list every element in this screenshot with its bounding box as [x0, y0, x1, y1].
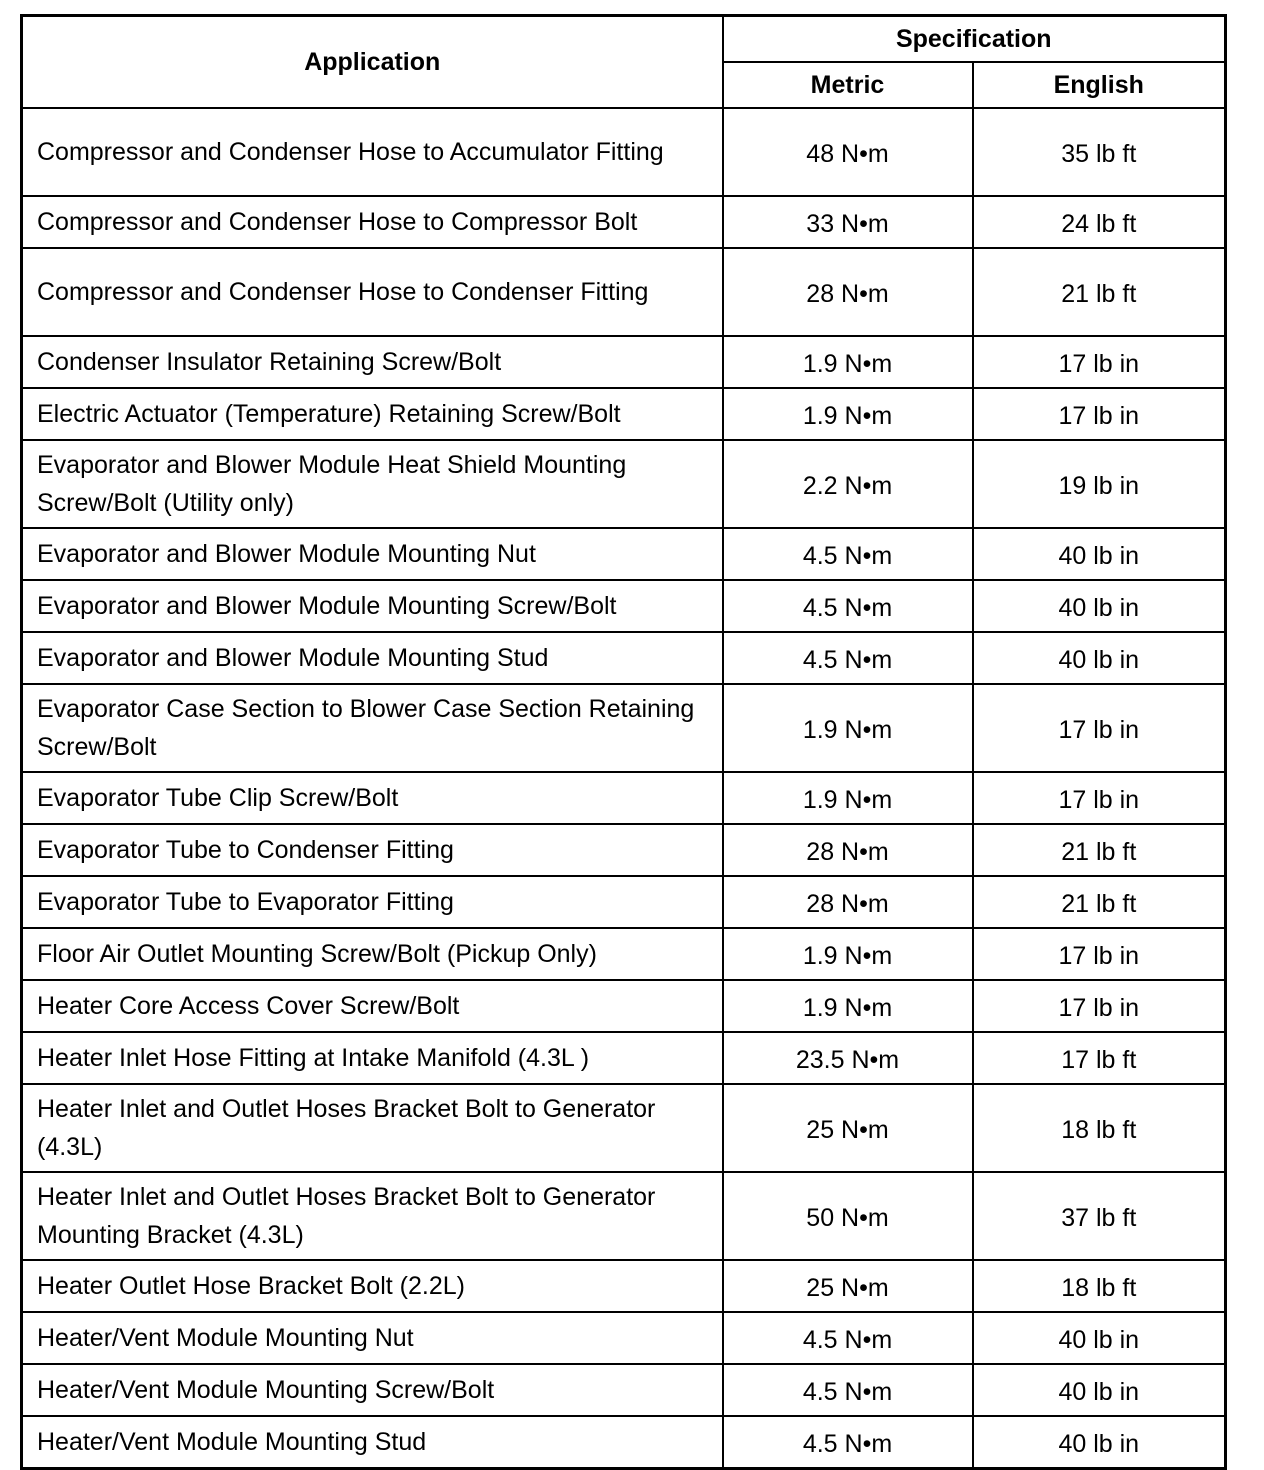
- metric-cell: 1.9 N•m: [723, 928, 973, 980]
- metric-cell: 4.5 N•m: [723, 632, 973, 684]
- metric-cell: 4.5 N•m: [723, 580, 973, 632]
- application-cell: Evaporator Tube to Evaporator Fitting: [22, 876, 723, 928]
- metric-cell: 25 N•m: [723, 1084, 973, 1172]
- english-cell: 17 lb in: [973, 684, 1226, 772]
- application-cell: Compressor and Condenser Hose to Compressor Bolt: [22, 196, 723, 248]
- english-cell: 17 lb in: [973, 388, 1226, 440]
- metric-cell: 28 N•m: [723, 824, 973, 876]
- metric-cell: 1.9 N•m: [723, 980, 973, 1032]
- application-cell: Evaporator Tube Clip Screw/Bolt: [22, 772, 723, 824]
- table-row: [22, 336, 1226, 388]
- english-cell: 24 lb ft: [973, 196, 1226, 248]
- header-english: English: [973, 62, 1226, 108]
- table-row: [22, 580, 1226, 632]
- table-row: [22, 388, 1226, 440]
- english-cell: 40 lb in: [973, 1364, 1226, 1416]
- table-row: [22, 632, 1226, 684]
- metric-cell: 2.2 N•m: [723, 440, 973, 528]
- table-row: [22, 1084, 1226, 1172]
- application-cell: Heater Inlet and Outlet Hoses Bracket Bolt to Generator Mounting Bracket (4.3L): [22, 1172, 723, 1260]
- header-metric: Metric: [723, 62, 973, 108]
- english-cell: 21 lb ft: [973, 248, 1226, 336]
- application-cell: Evaporator and Blower Module Heat Shield Mounting Screw/Bolt (Utility only): [22, 440, 723, 528]
- metric-cell: 4.5 N•m: [723, 528, 973, 580]
- table-row: [22, 928, 1226, 980]
- english-cell: 17 lb in: [973, 928, 1226, 980]
- table-row: [22, 684, 1226, 772]
- application-cell: Evaporator and Blower Module Mounting Screw/Bolt: [22, 580, 723, 632]
- table-row: [22, 980, 1226, 1032]
- english-cell: 21 lb ft: [973, 824, 1226, 876]
- metric-cell: 28 N•m: [723, 248, 973, 336]
- table-row: [22, 1364, 1226, 1416]
- metric-cell: 1.9 N•m: [723, 336, 973, 388]
- header-application: Application: [22, 16, 723, 109]
- application-cell: Compressor and Condenser Hose to Condenser Fitting: [22, 248, 723, 336]
- metric-cell: 25 N•m: [723, 1260, 973, 1312]
- metric-cell: 1.9 N•m: [723, 772, 973, 824]
- table-row: [22, 1416, 1226, 1469]
- application-cell: Evaporator Case Section to Blower Case Section Retaining Screw/Bolt: [22, 684, 723, 772]
- header-row-top: [22, 16, 1226, 63]
- english-cell: 40 lb in: [973, 528, 1226, 580]
- english-cell: 19 lb in: [973, 440, 1226, 528]
- english-cell: 40 lb in: [973, 580, 1226, 632]
- metric-cell: 4.5 N•m: [723, 1416, 973, 1469]
- metric-cell: 1.9 N•m: [723, 388, 973, 440]
- application-cell: Heater/Vent Module Mounting Screw/Bolt: [22, 1364, 723, 1416]
- application-cell: Evaporator and Blower Module Mounting Stud: [22, 632, 723, 684]
- english-cell: 18 lb ft: [973, 1260, 1226, 1312]
- table-row: [22, 1260, 1226, 1312]
- metric-cell: 4.5 N•m: [723, 1312, 973, 1364]
- table-body: [22, 108, 1226, 1469]
- table-row: [22, 1032, 1226, 1084]
- english-cell: 21 lb ft: [973, 876, 1226, 928]
- table-row: [22, 1172, 1226, 1260]
- english-cell: 40 lb in: [973, 1416, 1226, 1469]
- metric-cell: 33 N•m: [723, 196, 973, 248]
- table-row: [22, 824, 1226, 876]
- torque-spec-table: [20, 14, 1227, 1470]
- english-cell: 35 lb ft: [973, 108, 1226, 196]
- english-cell: 40 lb in: [973, 632, 1226, 684]
- application-cell: Condenser Insulator Retaining Screw/Bolt: [22, 336, 723, 388]
- metric-cell: 4.5 N•m: [723, 1364, 973, 1416]
- table-row: [22, 248, 1226, 336]
- application-cell: Evaporator and Blower Module Mounting Nut: [22, 528, 723, 580]
- english-cell: 37 lb ft: [973, 1172, 1226, 1260]
- application-cell: Floor Air Outlet Mounting Screw/Bolt (Pickup Only): [22, 928, 723, 980]
- english-cell: 17 lb in: [973, 772, 1226, 824]
- english-cell: 17 lb in: [973, 980, 1226, 1032]
- application-cell: Heater Core Access Cover Screw/Bolt: [22, 980, 723, 1032]
- english-cell: 17 lb ft: [973, 1032, 1226, 1084]
- application-cell: Heater Inlet and Outlet Hoses Bracket Bolt to Generator (4.3L): [22, 1084, 723, 1172]
- application-cell: Evaporator Tube to Condenser Fitting: [22, 824, 723, 876]
- metric-cell: 28 N•m: [723, 876, 973, 928]
- table-row: [22, 528, 1226, 580]
- table-row: [22, 108, 1226, 196]
- application-cell: Heater Outlet Hose Bracket Bolt (2.2L): [22, 1260, 723, 1312]
- application-cell: Electric Actuator (Temperature) Retaining Screw/Bolt: [22, 388, 723, 440]
- table-row: [22, 1312, 1226, 1364]
- english-cell: 17 lb in: [973, 336, 1226, 388]
- application-cell: Heater/Vent Module Mounting Stud: [22, 1416, 723, 1469]
- metric-cell: 50 N•m: [723, 1172, 973, 1260]
- metric-cell: 48 N•m: [723, 108, 973, 196]
- application-cell: Compressor and Condenser Hose to Accumulator Fitting: [22, 108, 723, 196]
- header-specification: Specification: [723, 16, 1226, 63]
- application-cell: Heater Inlet Hose Fitting at Intake Manifold (4.3L ): [22, 1032, 723, 1084]
- table-row: [22, 196, 1226, 248]
- table-row: [22, 772, 1226, 824]
- table-row: [22, 876, 1226, 928]
- english-cell: 40 lb in: [973, 1312, 1226, 1364]
- table-row: [22, 440, 1226, 528]
- application-cell: Heater/Vent Module Mounting Nut: [22, 1312, 723, 1364]
- metric-cell: 23.5 N•m: [723, 1032, 973, 1084]
- table-header: [22, 16, 1226, 109]
- english-cell: 18 lb ft: [973, 1084, 1226, 1172]
- metric-cell: 1.9 N•m: [723, 684, 973, 772]
